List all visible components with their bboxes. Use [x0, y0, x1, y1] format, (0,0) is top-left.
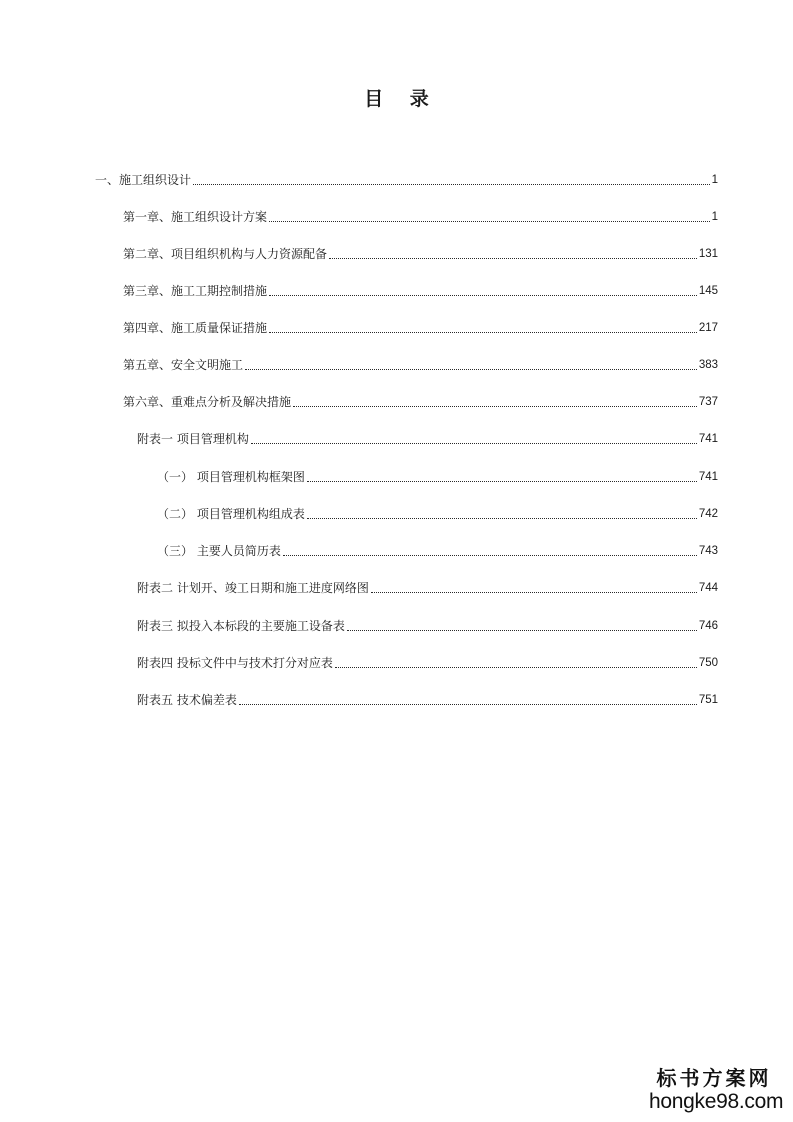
toc-entry-label: （一） 项目管理机构框架图 [157, 470, 305, 484]
toc-page-number: 383 [698, 359, 718, 371]
toc-dot-leader [335, 667, 697, 668]
toc-entry-label: 附表二 计划开、竣工日期和施工进度网络图 [137, 581, 369, 595]
toc-entry-appendix-1[interactable] [137, 429, 718, 449]
toc-dot-leader [245, 369, 697, 370]
toc-entry-label: 第二章、项目组织机构与人力资源配备 [123, 247, 328, 261]
toc-dot-leader [193, 184, 710, 185]
watermark-brand: 标书方案网 [656, 1066, 772, 1090]
toc-dot-leader [293, 406, 697, 407]
toc-entry-chapter-1[interactable] [123, 207, 718, 227]
toc-entry-label: （三） 主要人员简历表 [157, 544, 281, 558]
toc-page-number: 750 [698, 657, 718, 669]
toc-page-number: 741 [698, 471, 718, 483]
toc-page-number: 737 [698, 396, 718, 408]
toc-entry-label: 一、施工组织设计 [95, 173, 192, 187]
toc-page-number: 741 [698, 433, 718, 445]
toc-entry-appendix-1-sub-1[interactable] [157, 467, 718, 487]
toc-dot-leader [269, 221, 710, 222]
toc-dot-leader [283, 555, 697, 556]
toc-entry-label: 附表四 投标文件中与技术打分对应表 [137, 656, 333, 670]
toc-page-number: 1 [711, 211, 718, 223]
toc-dot-leader [307, 481, 697, 482]
toc-dot-leader [269, 295, 697, 296]
toc-entry-chapter-5[interactable] [123, 355, 718, 375]
toc-dot-leader [251, 443, 697, 444]
toc-page-number: 742 [698, 508, 718, 520]
toc-page-number: 131 [698, 248, 718, 260]
toc-entry-label: 第四章、施工质量保证措施 [123, 321, 268, 335]
toc-dot-leader [329, 258, 697, 259]
toc-page-number: 743 [698, 545, 718, 557]
toc-page-number: 1 [711, 174, 718, 186]
toc-page-number: 751 [698, 694, 718, 706]
toc-entry-appendix-2[interactable] [137, 578, 718, 598]
toc-entry-chapter-2[interactable] [123, 244, 718, 264]
toc-dot-leader [371, 592, 697, 593]
watermark-url: hongke98.com [649, 1090, 784, 1113]
toc-entry-appendix-1-sub-2[interactable] [157, 504, 718, 524]
toc-page-number: 145 [698, 285, 718, 297]
toc-dot-leader [239, 704, 697, 705]
toc-entry-construction-design[interactable] [95, 170, 718, 190]
toc-entry-label: 第一章、施工组织设计方案 [123, 210, 268, 224]
toc-page-number: 744 [698, 582, 718, 594]
toc-entry-label: （二） 项目管理机构组成表 [157, 507, 305, 521]
toc-entry-label: 附表三 拟投入本标段的主要施工设备表 [137, 619, 345, 633]
toc-entry-appendix-1-sub-3[interactable] [157, 541, 718, 561]
toc-entry-label: 第六章、重难点分析及解决措施 [123, 395, 292, 409]
toc-dot-leader [307, 518, 697, 519]
toc-dot-leader [269, 332, 697, 333]
toc-entry-appendix-3[interactable] [137, 616, 718, 636]
toc-entry-chapter-4[interactable] [123, 318, 718, 338]
toc-page-number: 746 [698, 620, 718, 632]
toc-entry-appendix-5[interactable] [137, 690, 718, 710]
toc-entry-chapter-3[interactable] [123, 281, 718, 301]
toc-entry-label: 第五章、安全文明施工 [123, 358, 244, 372]
toc-entry-label: 附表一 项目管理机构 [137, 432, 249, 446]
toc-entry-label: 附表五 技术偏差表 [137, 693, 237, 707]
toc-page-number: 217 [698, 322, 718, 334]
page-title: 目 录 [364, 88, 439, 110]
toc-entry-label: 第三章、施工工期控制措施 [123, 284, 268, 298]
toc-entry-chapter-6[interactable] [123, 392, 718, 412]
toc-entry-appendix-4[interactable] [137, 653, 718, 673]
site-watermark [649, 1066, 784, 1114]
toc-dot-leader [347, 630, 697, 631]
